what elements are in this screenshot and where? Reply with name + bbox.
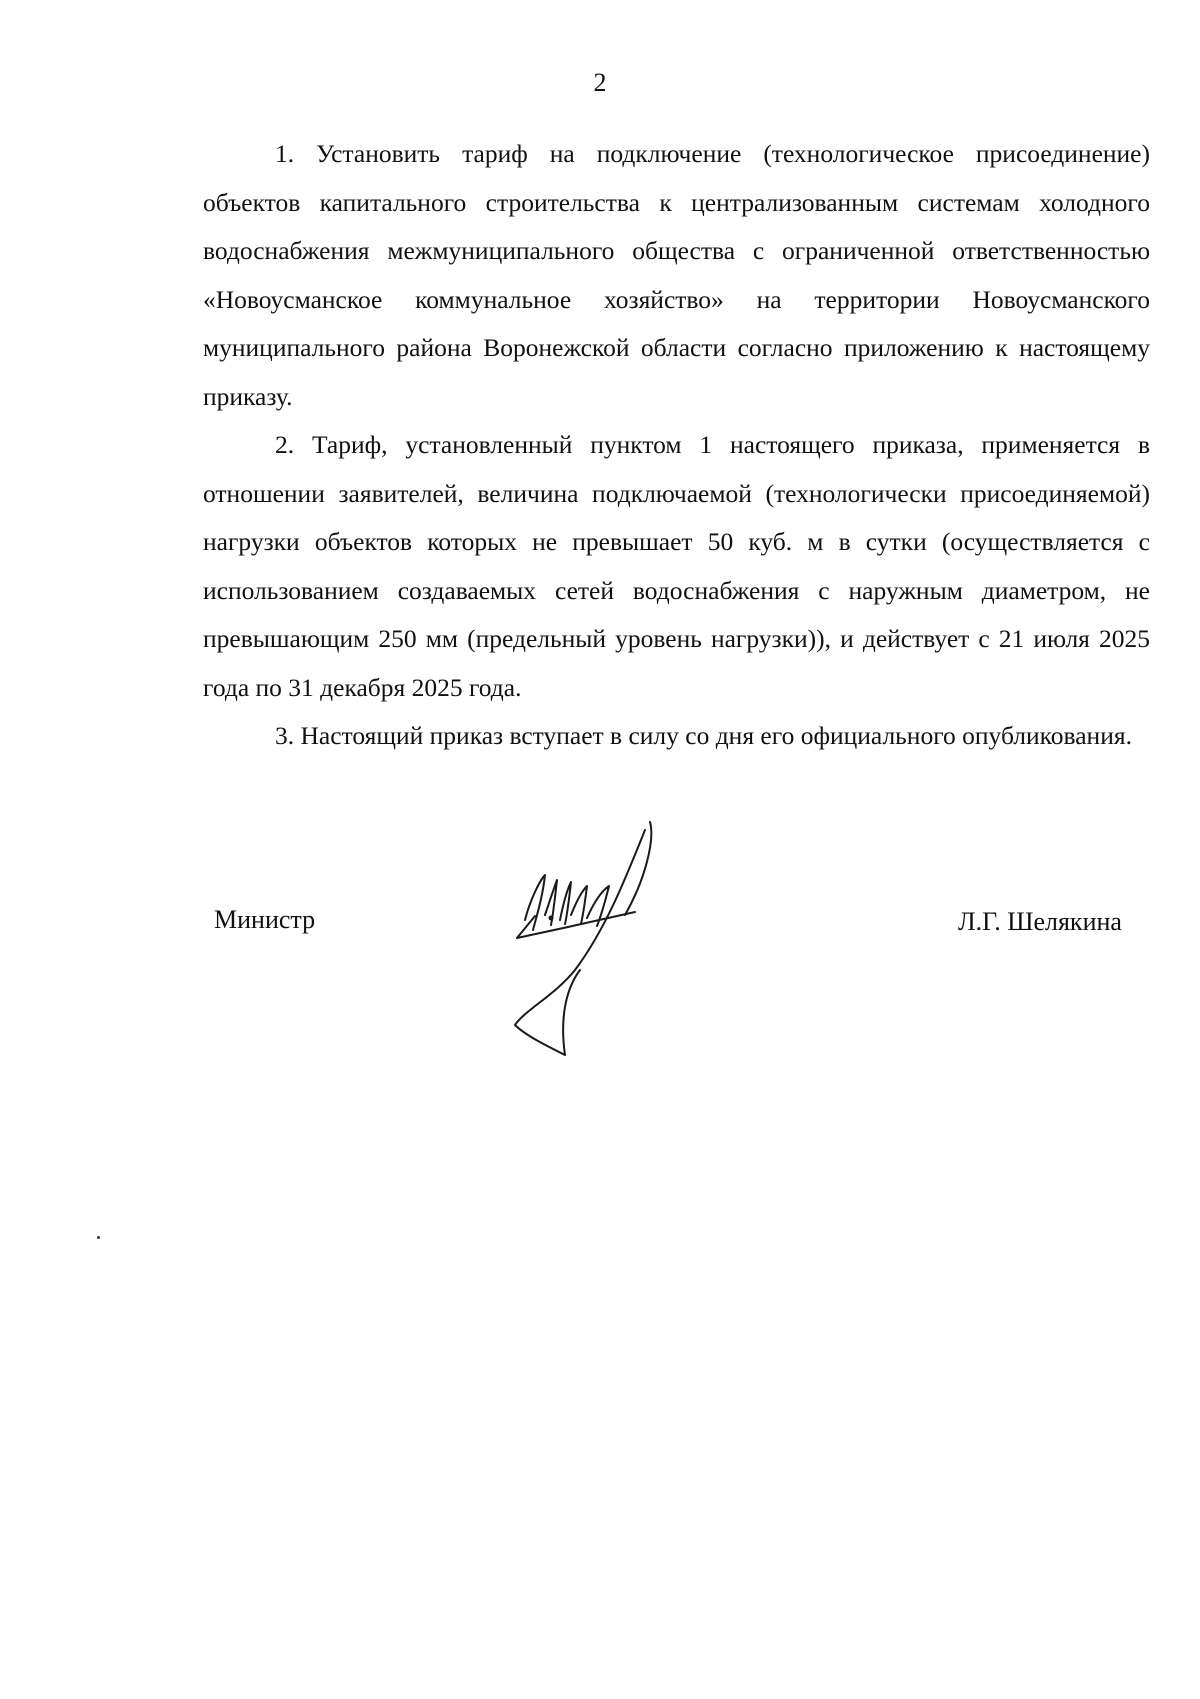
signer-position: Министр [214,905,316,934]
paragraph-3: 3. Настоящий приказ вступает в силу со дня его официального опубликования. [275,721,1132,750]
signer-name: Л.Г. Шелякина [958,907,1122,936]
scan-speck [97,1236,100,1239]
handwritten-signature [505,820,665,1060]
paragraph-2: 2. Тариф, установленный пунктом 1 настоящего приказа, применяется в отношении заявителей, величина подключаемой (технологически присоединяемой) нагрузки объектов которых не превышает 50 куб. м в сутки (осуществляется с использованием создаваемых сетей водоснабжения с наружным диаметром, не превышающим 250 мм (предельный уровень нагрузки)), и действует с 21 июля 2025 года по 31 декабря 2025 года. [203,430,1150,702]
page-number: 2 [593,68,607,97]
paragraph-1: 1. Установить тариф на подключение (технологическое присоединение) объектов капитального строительства к централизованным системам холодного водоснабжения межмуниципального общества с ограниченной ответственностью «Новоусманское коммунальное хозяйство» на территории Новоусманского муниципального района Воронежской области согласно приложению к настоящему приказу. [203,139,1150,411]
document-body [203,130,1150,761]
